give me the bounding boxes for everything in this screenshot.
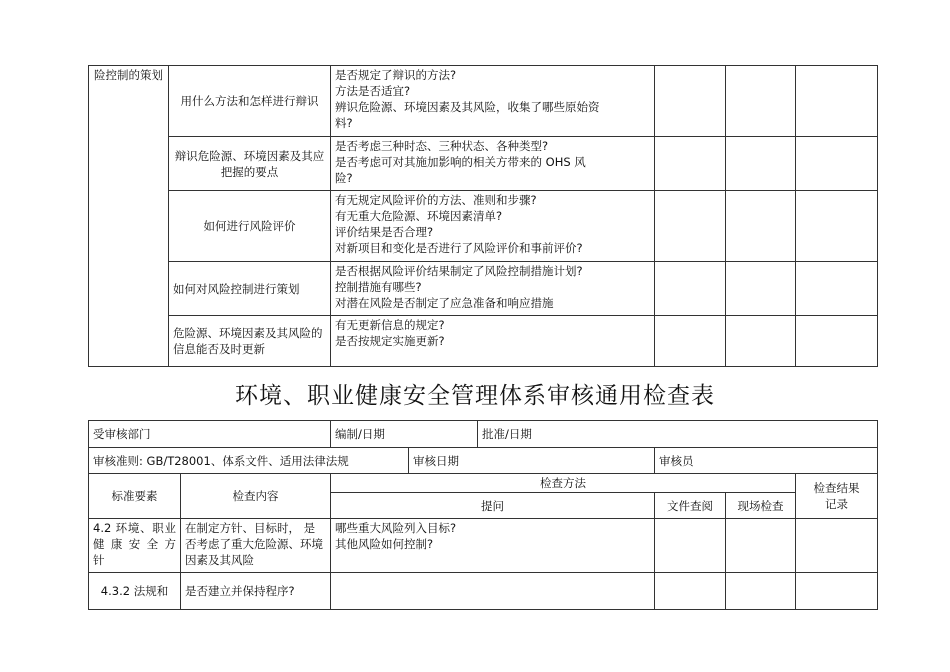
- question-text: 是否根据风险评价结果制定了风险控制措施计划?: [335, 264, 583, 278]
- check-content-cell: [169, 262, 331, 316]
- question-cell: [331, 66, 655, 137]
- question-cell: [331, 191, 655, 262]
- table-row: [89, 137, 878, 191]
- column-header-element: [89, 474, 181, 519]
- site-check-cell: [726, 262, 796, 316]
- site-check-cell: [726, 573, 796, 610]
- question-text: 有无重大危险源、环境因素清单?: [335, 209, 503, 223]
- column-header-question: [331, 493, 655, 519]
- question-text: 哪些重大风险列入目标?: [335, 521, 457, 535]
- question-text: 有无更新信息的规定?: [335, 318, 445, 332]
- column-header-method: [331, 474, 796, 493]
- result-cell: [796, 519, 878, 573]
- question-text: 控制措施有哪些?: [335, 280, 422, 294]
- auditor-cell: [655, 448, 878, 474]
- audited-dept-cell: [89, 421, 331, 448]
- question-text: 料?: [335, 116, 353, 130]
- page-title: 环境、职业健康安全管理体系审核通用检查表: [235, 383, 715, 409]
- content-text: 在制定方针、目标时， 是否考虑了重大危险源、环境因素及其风险: [185, 521, 323, 567]
- result-cell: [796, 66, 878, 137]
- question-cell: [331, 137, 655, 191]
- result-cell: [796, 262, 878, 316]
- table-row: [89, 66, 878, 137]
- question-header-text: 提问: [481, 498, 504, 513]
- question-cell: [331, 519, 655, 573]
- content-text: 辩识危险源、环境因素及其应把握的要点: [174, 148, 325, 179]
- content-header-text: 检查内容: [232, 489, 279, 503]
- site-check-cell: [726, 66, 796, 137]
- table-row: [89, 262, 878, 316]
- site-check-cell: [726, 191, 796, 262]
- question-text: 有无规定风险评价的方法、准则和步骤?: [335, 193, 537, 207]
- check-content-cell: [169, 137, 331, 191]
- method-header-text: 检查方法: [540, 476, 586, 490]
- site-check-cell: [726, 316, 796, 367]
- prepared-date-cell: [331, 421, 478, 448]
- question-text: 是否按规定实施更新?: [335, 334, 445, 348]
- site-check-cell: [726, 519, 796, 573]
- question-text: 评价结果是否合理?: [335, 225, 434, 239]
- element-text: 4.3.2 法规和: [100, 584, 169, 598]
- standard-element-cell: [89, 66, 169, 367]
- question-text: 是否考虑可对其施加影响的相关方带来的 OHS 风: [335, 155, 586, 169]
- question-text: 辨识危险源、环境因素及其风险，收集了哪些原始资: [335, 100, 600, 114]
- approved-date-label: 批准/日期: [482, 427, 532, 441]
- site-check-cell: [726, 137, 796, 191]
- check-content-cell: [169, 66, 331, 137]
- element-text: 4.2 环境、职业 健 康 安 全 方针: [93, 521, 176, 567]
- content-text: 用什么方法和怎样进行辩识: [180, 94, 319, 108]
- audit-date-cell: [409, 448, 655, 474]
- doc-review-cell: [655, 573, 726, 610]
- audit-checklist-table: [88, 420, 878, 610]
- audit-criteria-cell: [89, 448, 409, 474]
- check-content-cell: [169, 316, 331, 367]
- question-text: 方法是否适宜?: [335, 84, 411, 98]
- question-text: 对新项目和变化是否进行了风险评价和事前评价?: [335, 241, 583, 255]
- table-row: [89, 191, 878, 262]
- column-header-doc-review: [655, 493, 726, 519]
- auditor-label: 审核员: [659, 453, 694, 468]
- question-text: 是否规定了辩识的方法?: [335, 68, 457, 82]
- table-row: [89, 316, 878, 367]
- approved-date-cell: [478, 421, 878, 448]
- standard-element-cell: [89, 573, 181, 610]
- result-cell: [796, 191, 878, 262]
- column-header-site-check: [726, 493, 796, 519]
- doc-review-cell: [655, 137, 726, 191]
- question-text: 是否考虑三种时态、三种状态、各种类型?: [335, 139, 549, 153]
- table-row: [89, 519, 878, 573]
- column-header-content: [181, 474, 331, 519]
- question-cell: [331, 262, 655, 316]
- result-cell: [796, 137, 878, 191]
- content-text: 如何进行风险评价: [203, 219, 296, 233]
- table-row: [89, 573, 878, 610]
- element-header-text: 标准要素: [111, 489, 158, 503]
- element-text: 险控制的策划: [94, 68, 163, 82]
- check-content-cell: [181, 573, 331, 610]
- top-checklist-table: [88, 65, 878, 367]
- doc-review-cell: [655, 519, 726, 573]
- doc-review-cell: [655, 262, 726, 316]
- audit-date-label: 审核日期: [413, 453, 459, 468]
- audited-dept-label: 受审核部门: [93, 427, 151, 441]
- result-cell: [796, 316, 878, 367]
- header-row: [89, 448, 878, 474]
- column-header-result: [796, 474, 878, 519]
- question-cell: [331, 573, 655, 610]
- question-text: 其他风险如何控制?: [335, 537, 434, 551]
- doc-review-header-text: 文件查阅: [667, 498, 713, 513]
- check-content-cell: [181, 519, 331, 573]
- question-cell: [331, 316, 655, 367]
- check-content-cell: [169, 191, 331, 262]
- question-text: 对潜在风险是否制定了应急准备和响应措施: [335, 296, 554, 310]
- content-text: 是否建立并保持程序?: [185, 584, 295, 598]
- standard-element-cell: [89, 519, 181, 573]
- column-header-row: [89, 474, 878, 493]
- header-row: [89, 421, 878, 448]
- site-check-header-text: 现场检查: [737, 498, 784, 513]
- result-cell: [796, 573, 878, 610]
- result-header-text: 检查结果记录: [813, 481, 860, 511]
- doc-review-cell: [655, 191, 726, 262]
- content-text: 如何对风险控制进行策划: [173, 281, 300, 296]
- doc-review-cell: [655, 66, 726, 137]
- prepared-date-label: 编制/日期: [335, 427, 385, 441]
- audit-criteria-label: 审核准则: GB/T28001、体系文件、适用法律法规: [93, 453, 349, 468]
- content-text: 危险源、环境因素及其风险的信息能否及时更新: [173, 326, 323, 356]
- question-text: 险?: [335, 171, 353, 185]
- doc-review-cell: [655, 316, 726, 367]
